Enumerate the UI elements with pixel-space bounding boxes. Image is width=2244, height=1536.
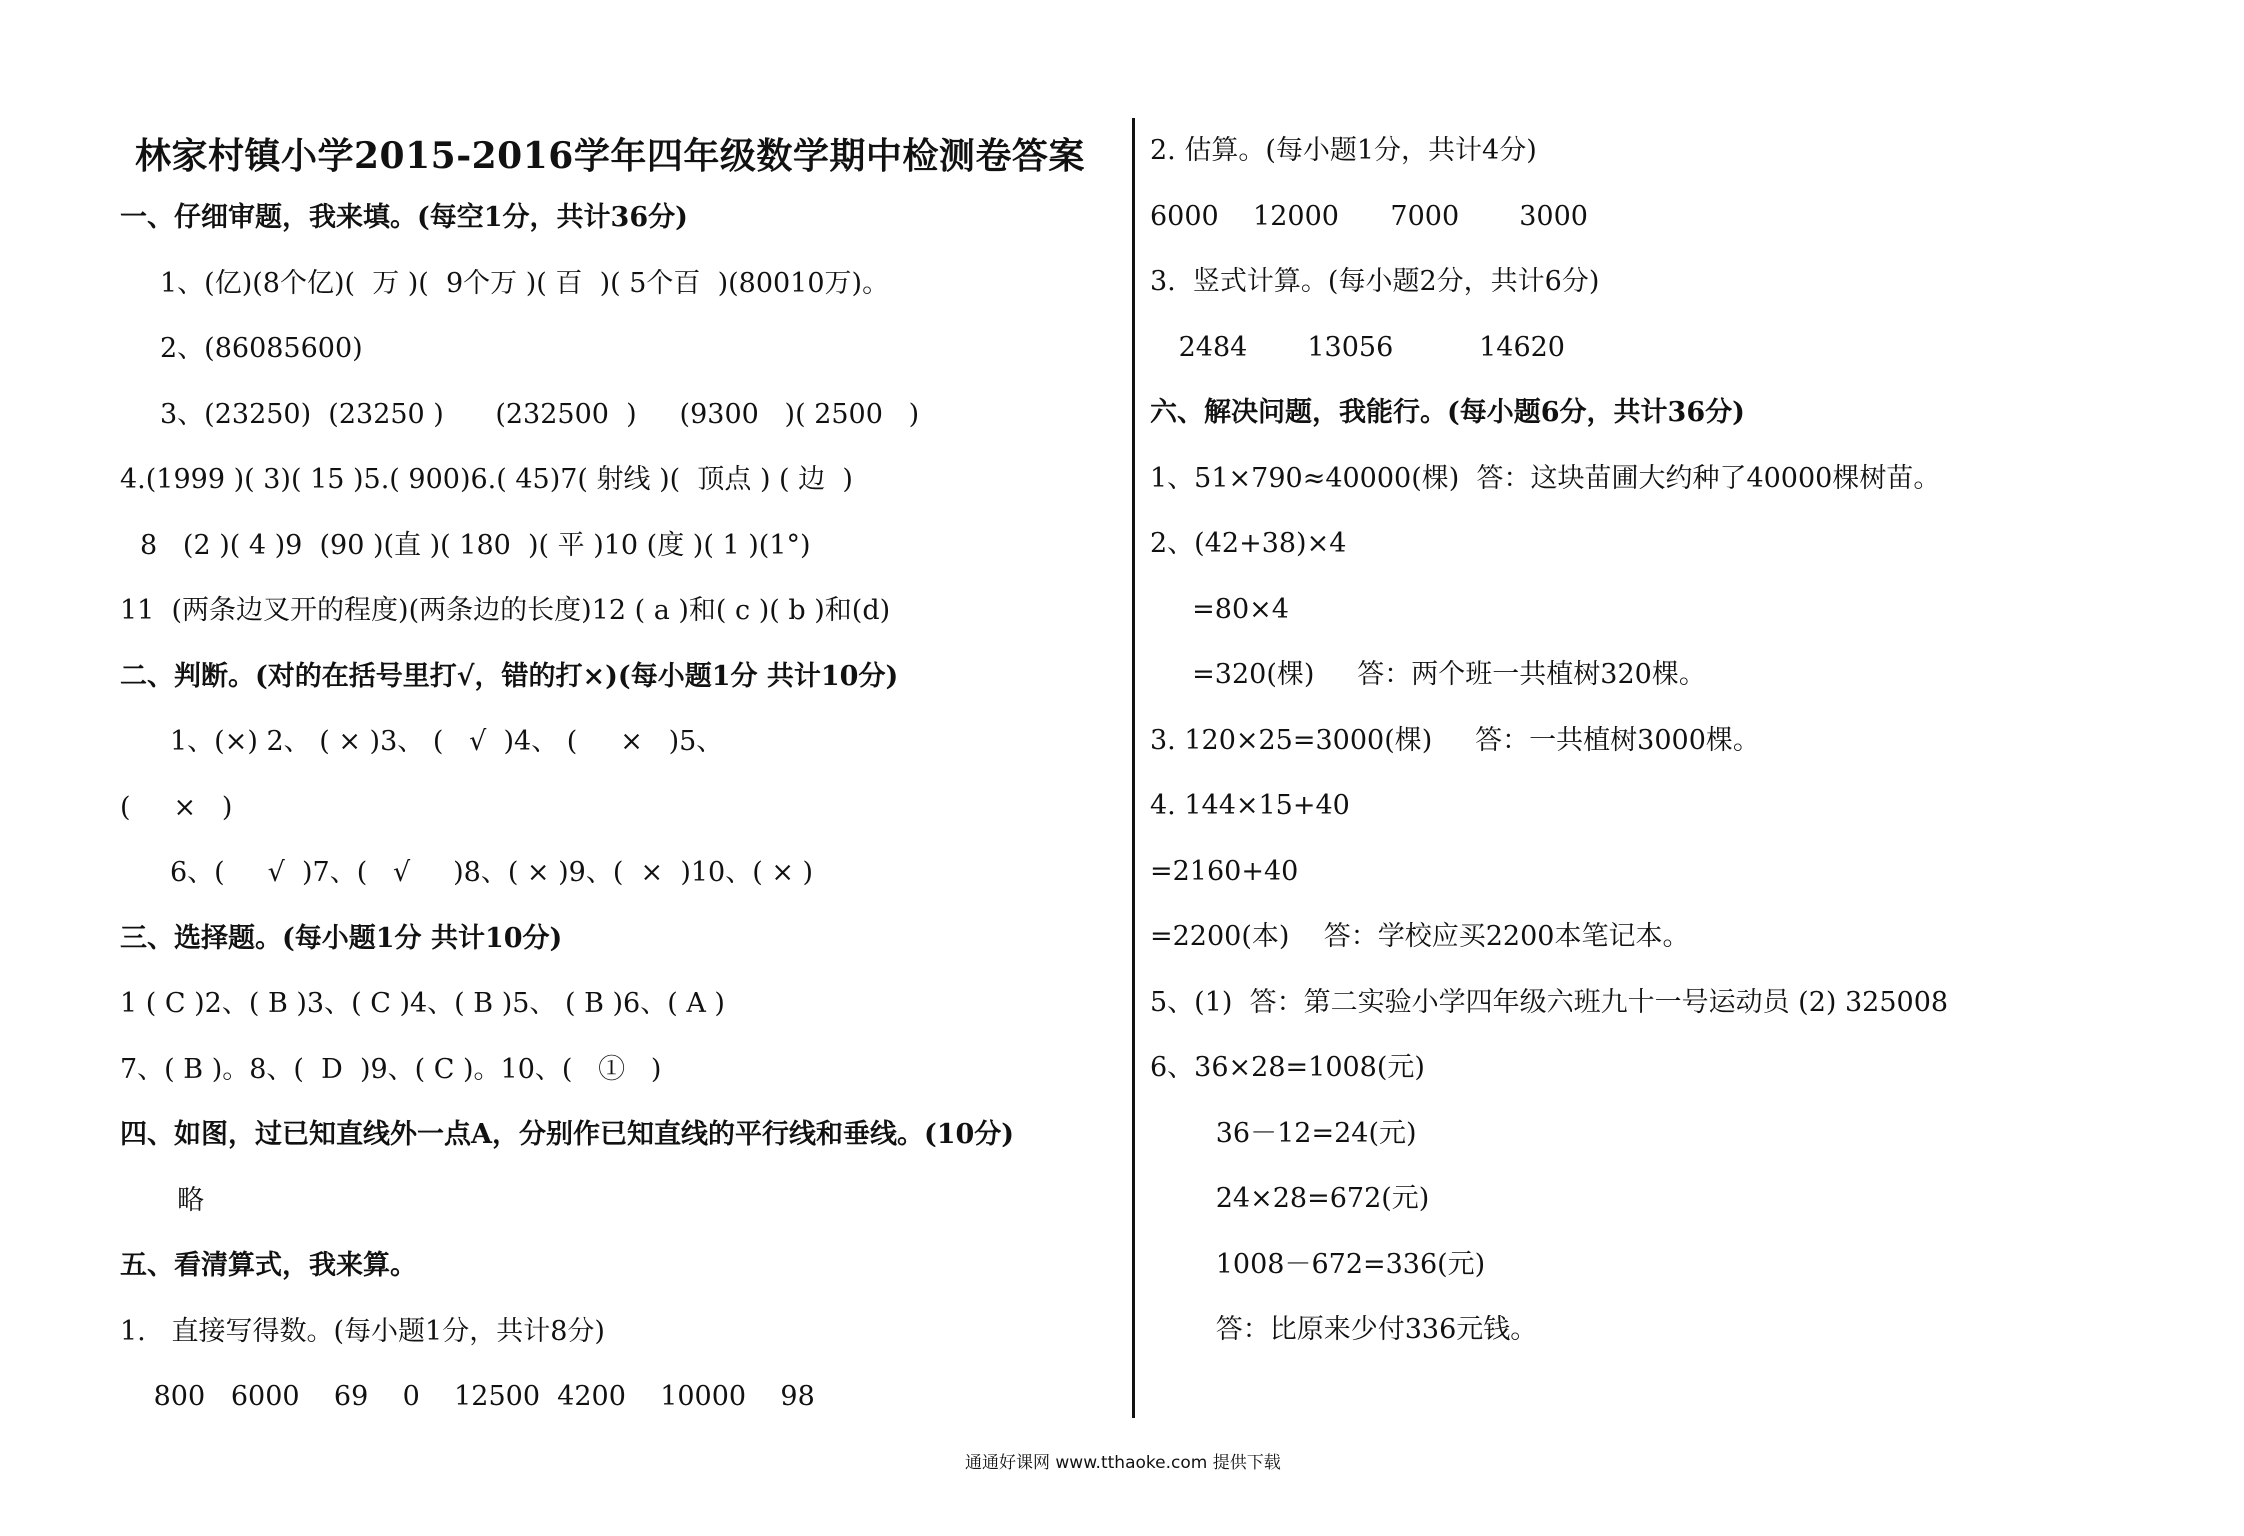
right-line: =320(棵) 答：两个班一共植树320棵。: [1175, 659, 1706, 690]
right-line: =2200(本) 答：学校应买2200本笔记本。: [1150, 921, 1690, 952]
left-line: 8 (2 )( 4 )9 (90 )(直 )( 180 )( 平 )10 (度 )( 1 )(1°): [140, 529, 811, 561]
left-line: 略: [160, 1184, 205, 1216]
right-line: 2484 13056 14620: [1170, 331, 1565, 363]
left-line: 3、(23250) (23250 ) (232500 ) (9300 )( 2500 ): [160, 398, 920, 430]
right-line: =2160+40: [1150, 855, 1299, 887]
right-line: =80×4: [1175, 593, 1289, 625]
right-line: 24×28=672(元): [1190, 1183, 1430, 1214]
right-line: 36－12=24(元): [1190, 1117, 1417, 1149]
footer-credit: 通通好课网 www.tthaoke.com 提供下载: [965, 1453, 1281, 1473]
left-line: 4.(1999 )( 3)( 15 )5.( 900)6.( 45)7( 射线 )( 顶点 ) ( 边 ): [120, 464, 853, 495]
right-line: 4. 144×15+40: [1150, 790, 1350, 821]
left-line: ( × ): [120, 791, 233, 823]
left-line: 2、(86085600): [160, 333, 363, 364]
right-line: 6、36×28=1008(元): [1150, 1052, 1425, 1083]
left-line: 二、判断。(对的在括号里打√，错的打×)(每小题1分 共计10分): [120, 660, 899, 692]
right-line: 6000 12000 7000 3000: [1150, 200, 1588, 232]
right-line: 1、51×790≈40000(棵) 答：这块苗圃大约种了40000棵树苗。: [1150, 462, 1941, 494]
right-line: 3. 竖式计算。(每小题2分，共计6分): [1150, 266, 1600, 297]
right-line: 2. 估算。(每小题1分，共计4分): [1150, 135, 1537, 166]
left-line: 一、仔细审题，我来填。(每空1分，共计36分): [120, 202, 688, 233]
left-line: 四、如图，过已知直线外一点A，分别作已知直线的平行线和垂线。(10分): [120, 1119, 1015, 1150]
left-line: 三、选择题。(每小题1分 共计10分): [120, 922, 563, 954]
page-title: 林家村镇小学2015-2016学年四年级数学期中检测卷答案: [135, 135, 1085, 177]
left-line: 11 (两条边叉开的程度)(两条边的长度)12 ( a )和( c )( b )和(d): [120, 595, 891, 626]
right-line: 六、解决问题，我能行。(每小题6分，共计36分): [1150, 397, 1745, 428]
left-line: 800 6000 69 0 12500 4200 10000 98: [145, 1381, 815, 1412]
right-line: 5、(1) 答：第二实验小学四年级六班九十一号运动员 (2) 325008: [1150, 986, 1949, 1018]
left-line: 1、(亿)(8个亿)( 万 )( 9个万 )( 百 )( 5个百 )(80010万)。: [160, 267, 890, 299]
right-line: 1008－672=336(元): [1190, 1248, 1486, 1280]
left-line: 1. 直接写得数。(每小题1分，共计8分): [120, 1315, 605, 1347]
left-line: 7、( B )。8、( D )9、( C )。10、( ① ): [120, 1053, 662, 1085]
left-line: 五、看清算式，我来算。: [120, 1250, 417, 1281]
right-line: 2、(42+38)×4: [1150, 528, 1347, 559]
right-line: 答：比原来少付336元钱。: [1190, 1314, 1538, 1345]
right-line: 3. 120×25=3000(棵) 答：一共植树3000棵。: [1150, 724, 1760, 756]
left-line: 6、( √ )7、( √ )8、( × )9、( × )10、( × ): [170, 857, 814, 888]
column-divider: [1132, 118, 1135, 1418]
left-line: 1 ( C )2、( B )3、( C )4、( B )5、 ( B )6、( A ): [120, 988, 725, 1019]
left-line: 1、(×) 2、 ( × )3、 ( √ )4、 ( × )5、: [170, 726, 724, 757]
